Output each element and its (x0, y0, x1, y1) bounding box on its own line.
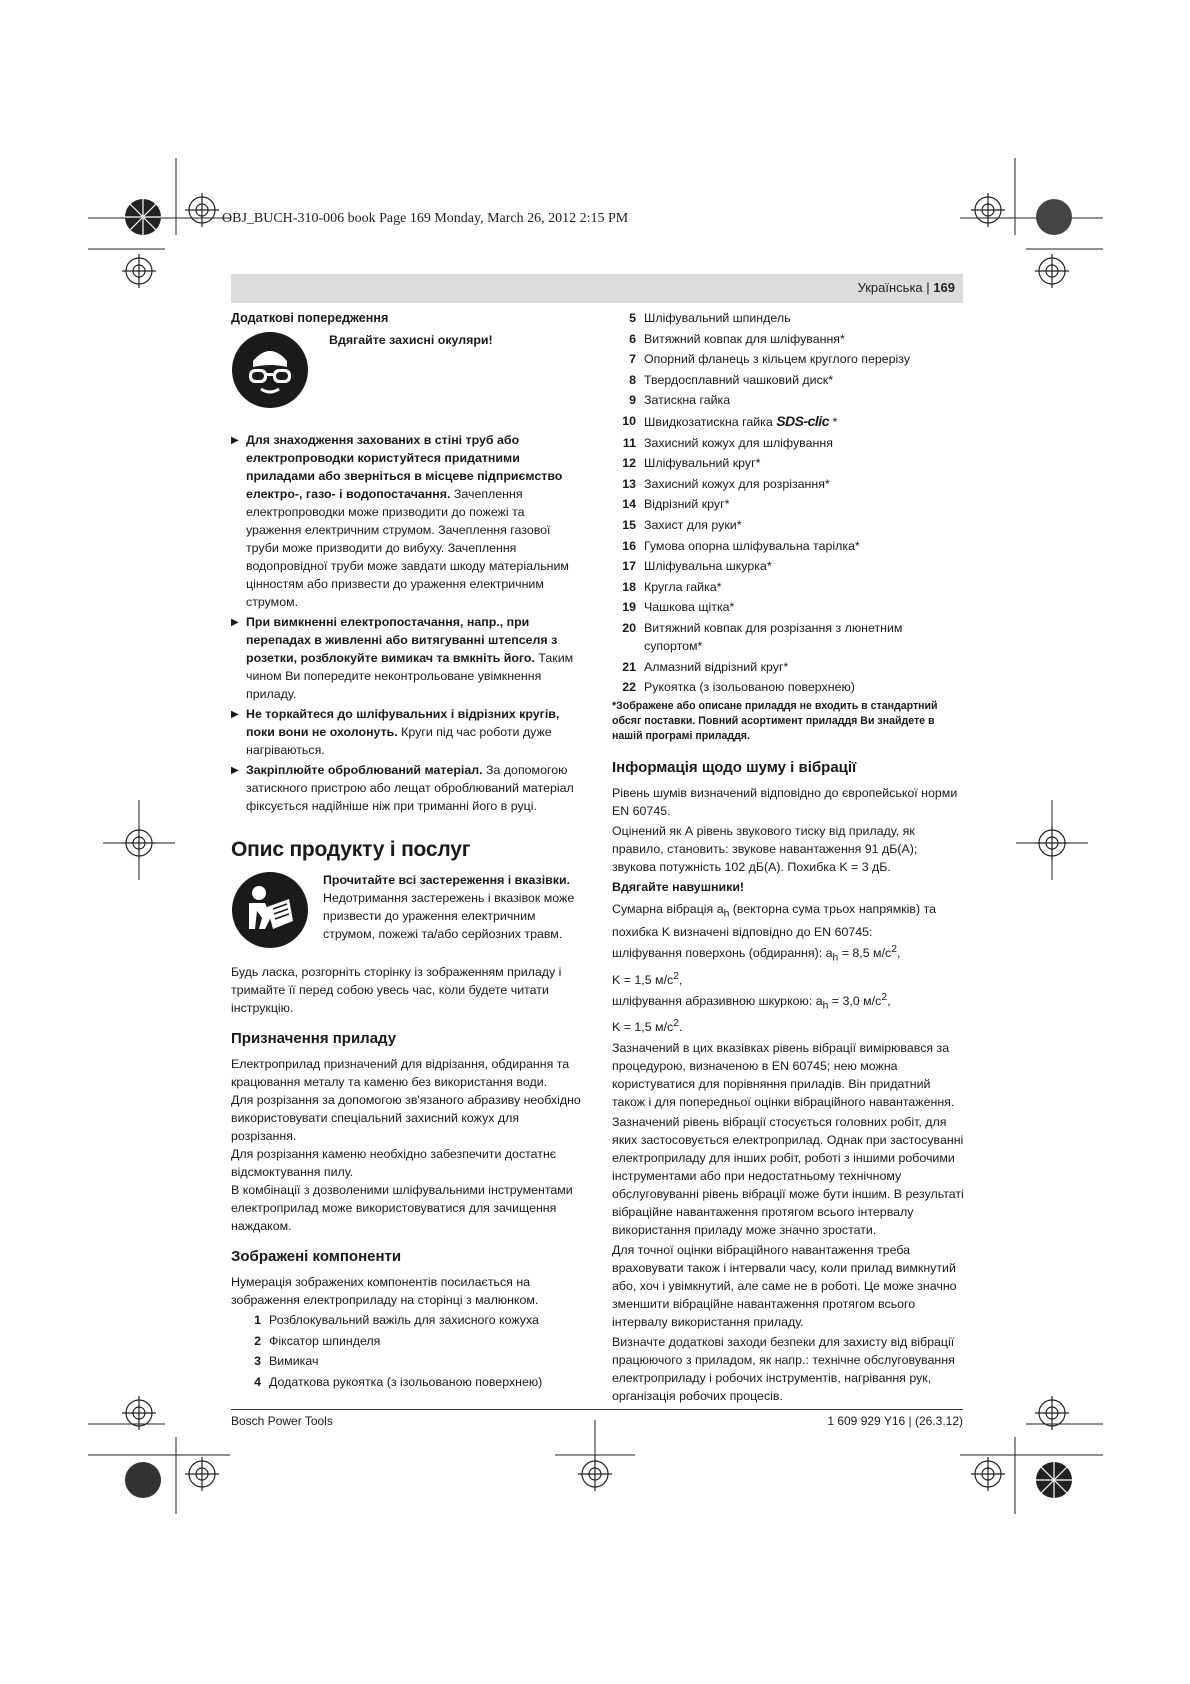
vib-line1-a: шліфування поверхонь (обдирання): a (612, 946, 833, 961)
bullet-normal: Круги під час роботи дуже нагріваються. (246, 725, 552, 757)
bullet-bold: При вимкненні електропостачання, напр., при перепадах в живленні або витягуванні штепселя з розетки, розблокуйте вимикач та вмкніть його. (246, 615, 558, 665)
manual-warning (231, 871, 581, 949)
header-language: Українська (857, 280, 923, 295)
page-header-bar (231, 274, 963, 303)
component-item (612, 330, 964, 348)
component-item (612, 309, 964, 327)
component-item (612, 454, 964, 472)
component-number: 14 (622, 497, 636, 512)
component-label (644, 350, 964, 368)
component-label (644, 475, 964, 493)
component-item (612, 516, 964, 534)
purpose-paragraphs (231, 1055, 581, 1235)
bullet-normal: Таким чином Ви попередите неконтрольоване увімкнення приладу. (246, 651, 574, 701)
component-text: Вимикач (269, 1354, 319, 1369)
goggles-warning (231, 331, 581, 409)
component-text: Твердосплавний чашковий диск* (644, 372, 834, 387)
safety-goggles-icon (231, 331, 309, 409)
component-item (237, 1332, 581, 1350)
component-number: 9 (629, 393, 636, 408)
component-number: 20 (622, 620, 636, 635)
components-intro: Нумерація зображених компонентів посилається на зображення електроприладу на сторінці з малюнком. (231, 1275, 539, 1307)
bullet-triangle-icon: ▶ (231, 709, 239, 720)
bullet-normal: Зачеплення електропроводки може призводити до пожежі та ураження електричним струмом. Зачеплення газової труби може призводити до вибуху. Зачеплення водопровідної труби може завдати шкоду матеріальним цінностям або призвести до ураження електричним струмом. (246, 487, 569, 609)
manual-text-normal: Недотримання застережень і вказівок може призвести до ураження електричним струмом, пожежі та/або серйозних травм. (323, 891, 575, 941)
vibration-intro (612, 900, 964, 1037)
component-item (612, 578, 964, 596)
component-label (644, 516, 964, 534)
bullet-text (246, 613, 581, 703)
component-item (612, 619, 964, 655)
header-separator: | (926, 280, 930, 295)
bullet-text (246, 761, 581, 815)
footer-brand: Bosch Power Tools (231, 1414, 333, 1428)
component-text: Розблокувальний важіль для захисного кожуха (269, 1313, 539, 1327)
vib-line4-a: K = 1,5 м/с (612, 1020, 674, 1035)
component-item (612, 371, 964, 389)
vib-intro-sub: h (723, 908, 730, 920)
component-number: 7 (629, 352, 636, 367)
bullet-text (246, 705, 581, 759)
component-number: 3 (254, 1354, 261, 1369)
components-list-right (612, 309, 964, 696)
purpose-paragraph: В комбінації з дозволеними шліфувальними інструментами електроприлад може використовуватися для зачищення наждаком. (231, 1183, 573, 1233)
component-text: Гумова опорна шліфувальна тарілка* (644, 538, 860, 553)
purpose-title: Призначення приладу (231, 1030, 397, 1047)
left-column (231, 309, 581, 1393)
vib-line1-sub: h (832, 952, 839, 964)
vib-line3-c: , (887, 994, 891, 1008)
component-number: 17 (622, 559, 636, 574)
component-label (644, 619, 964, 655)
component-text: Опорний фланець з кільцем круглого перерізу (644, 352, 911, 367)
component-label (644, 678, 964, 696)
component-number: 11 (622, 435, 636, 450)
component-label (644, 557, 964, 575)
vib-intro-a: Сумарна вібрація a (612, 901, 724, 916)
bullet-bold: Не торкайтеся до шліфувальних і відрізних кругів, поки вони не охолонуть. (246, 707, 560, 739)
vib-line2-sup: 2 (673, 970, 679, 982)
vib-line4-c: . (678, 1020, 683, 1035)
component-text: Алмазний відрізний круг* (644, 659, 789, 674)
component-label (644, 537, 964, 555)
component-number: 2 (254, 1333, 261, 1348)
component-text: Чашкова щітка* (644, 600, 735, 615)
component-text: Відрізний круг* (644, 497, 730, 512)
component-number: 19 (622, 600, 636, 615)
bullet-bold: Для знаходження захованих в стіні труб або електропроводки користуйтеся придатними приладами або зверніться в місцеве підприємство електро-, газо- і водопостачання. (246, 433, 563, 501)
component-text: Шліфувальний шпиндель (644, 311, 791, 325)
component-item (612, 434, 964, 452)
vib-line3-sup: 2 (881, 991, 888, 1003)
component-item (612, 598, 964, 616)
vib-line1-sup: 2 (891, 944, 897, 956)
component-number: 18 (622, 579, 636, 594)
component-item (612, 678, 964, 696)
additional-warnings-title: Додаткові попередження (231, 311, 389, 325)
component-text: Шліфувальна шкурка* (644, 559, 772, 574)
component-number: 16 (622, 538, 636, 553)
component-label (269, 1373, 581, 1391)
vibration-paragraph-4: Визначте додаткові заходи безпеки для захисту від вібрації працюючого з приладом, як напр.: технічне обслуговування електроприладу і робочих інструментів, нагрівання рук, організація робочих процесів. (612, 1334, 955, 1403)
component-text: Кругла гайка* (644, 579, 722, 594)
fold-out-instruction: Будь ласка, розгорніть сторінку із зображенням приладу і тримайте її перед собою увесь час, коли будете читати інструкцію. (231, 965, 562, 1015)
noise-title: Інформація щодо шуму і вібрації (612, 758, 857, 776)
warning-bullet (231, 705, 581, 759)
page-header (858, 280, 955, 295)
vib-line3-a: шліфування абразивною шкуркою: a (612, 994, 823, 1008)
component-label (644, 495, 964, 513)
manual-text (323, 871, 581, 949)
purpose-paragraph: Електроприлад призначений для відрізання, обдирання та крацювання металу та каменю без використання води. (231, 1057, 570, 1089)
component-item (612, 475, 964, 493)
vibration-paragraph-1: Зазначений в цих вказівках рівень вібрації вимірювався за процедурою, визначеною в EN 60745; нею можна користуватися для порівняння приладів. Він придатний також і для попередньої оцінки вібраційного навантаження. (612, 1040, 955, 1109)
warning-bullet (231, 431, 581, 611)
component-label (644, 658, 964, 676)
components-list-left (231, 1311, 581, 1391)
sds-clic-logo: SDS-clic (776, 412, 829, 429)
component-label (269, 1311, 581, 1329)
component-item (612, 537, 964, 555)
vib-line2-a: K = 1,5 м/с (612, 972, 674, 987)
component-item (612, 391, 964, 409)
components-title: Зображені компоненти (231, 1248, 402, 1265)
component-number: 21 (622, 659, 636, 674)
component-item (237, 1373, 581, 1391)
component-item (237, 1311, 581, 1329)
component-number: 4 (254, 1374, 261, 1389)
manual-text-bold: Прочитайте всі застереження і вказівки. (323, 873, 571, 887)
component-label (644, 578, 964, 596)
component-text: Витяжний ковпак для шліфування* (644, 331, 845, 346)
component-label (644, 434, 964, 452)
vib-line1-b: = 8,5 м/с (838, 946, 892, 961)
right-column (612, 309, 964, 1407)
vibration-paragraph-3: Для точної оцінки вібраційного навантаження треба враховувати також і інтервали часу, коли прилад вимкнутий або, хоч і увімкнутий, але саме не в роботі. Це може значно зменшити вібраційне навантаження протягом всього інтервалу використання приладу. (612, 1242, 957, 1329)
component-item (612, 658, 964, 676)
component-number: 6 (629, 331, 636, 346)
component-label (269, 1352, 581, 1370)
component-label (644, 371, 964, 389)
component-text: Захист для руки* (644, 517, 742, 532)
page-number: 169 (933, 280, 955, 295)
vib-line2-c: , (678, 972, 683, 987)
component-item (237, 1352, 581, 1370)
component-number: 15 (622, 517, 636, 532)
purpose-paragraph: Для розрізання за допомогою зв'язаного абразиву необхідно використовувати спеціальний захисний кожух для розрізання. (231, 1093, 581, 1143)
warning-bullet (231, 761, 581, 815)
component-label (644, 598, 964, 616)
ear-protection-warning: Вдягайте навушники! (612, 879, 745, 894)
footer-doc-number: 1 609 929 Y16 | (26.3.12) (827, 1414, 963, 1428)
vib-line3-b: = 3,0 м/с (828, 994, 882, 1008)
purpose-paragraph: Для розрізання каменю необхідно забезпечити достатнє відсмоктування пилу. (231, 1147, 557, 1179)
vib-intro-b: (векторна сума трьох напрямків) та похибка K визначені відповідно до EN 60745: (612, 901, 936, 940)
component-label (644, 309, 964, 327)
print-info-line: OBJ_BUCH-310-006 book Page 169 Monday, March 26, 2012 2:15 PM (222, 211, 629, 226)
component-item (612, 350, 964, 368)
vibration-paragraph-2: Зазначений рівень вібрації стосується головних робіт, для яких застосовується електроприлад. Однак при застосуванні електроприладу для інших робіт, роботі з іншими робочими інструментами або при недостатньому технічному обслуговуванні рівень вібрації може бути іншим. В результаті вібраційне навантаження протягом всього інтервалу використання приладу може значно зростати. (612, 1114, 964, 1237)
component-number: 12 (622, 456, 636, 471)
noise-paragraph-1: Рівень шумів визначений відповідно до європейської норми EN 60745. (612, 785, 958, 818)
bullet-triangle-icon: ▶ (231, 435, 239, 446)
vib-line4-sup: 2 (673, 1018, 679, 1030)
footer-divider (231, 1409, 963, 1410)
component-text: Захисний кожух для розрізання* (644, 476, 830, 491)
component-text: Додаткова рукоятка (з ізольованою поверхнею) (269, 1374, 543, 1389)
component-text: Захисний кожух для шліфування (644, 435, 833, 450)
component-label (644, 412, 964, 431)
component-text: Фіксатор шпинделя (269, 1333, 381, 1348)
goggles-text: Вдягайте захисні окуляри! (329, 333, 493, 347)
warning-bullets (231, 431, 581, 815)
component-number: 5 (629, 311, 636, 325)
component-item (612, 412, 964, 431)
bullet-normal: За допомогою затискного пристрою або лещат оброблюваний матеріал фіксується надійніше ніж при триманні його в руці. (246, 763, 574, 813)
noise-paragraph-2: Оцінений як А рівень звукового тиску від приладу, як правило, становить: звукове навантаження 91 дБ(A); звукова потужність 102 дБ(A). Похибка K = 3 дБ. (612, 823, 918, 874)
component-suffix: * (829, 414, 838, 429)
bullet-triangle-icon: ▶ (231, 765, 239, 776)
bullet-text (246, 431, 581, 611)
vib-line1-c: , (896, 946, 901, 961)
component-number: 10 (622, 413, 636, 428)
bullet-bold: Закріплюйте оброблюваний матеріал. (246, 763, 483, 777)
product-section-title: Опис продукту і послуг (231, 838, 471, 861)
component-label (644, 330, 964, 348)
component-label (644, 454, 964, 472)
read-manual-icon (231, 871, 309, 949)
component-number: 13 (622, 476, 636, 491)
component-text: Затискна гайка (644, 393, 731, 408)
component-number: 1 (254, 1313, 261, 1327)
warning-bullet (231, 613, 581, 703)
component-number: 8 (629, 372, 636, 387)
component-item (612, 495, 964, 513)
component-text: Шліфувальний круг* (644, 456, 761, 471)
component-text: Рукоятка (з ізольованою поверхнею) (644, 680, 855, 695)
vib-line3-sub: h (822, 1000, 829, 1012)
component-label (269, 1332, 581, 1350)
component-text: Швидкозатискна гайка (644, 414, 777, 429)
component-text: Витяжний ковпак для розрізання з люнетним супортом* (644, 620, 903, 653)
component-label (644, 391, 964, 409)
accessory-footnote: *Зображене або описане приладдя не входить в стандартний обсяг поставки. Повний асортимент приладдя Ви знайдете в нашій програмі приладдя. (612, 699, 938, 742)
component-number: 22 (622, 680, 636, 695)
component-item (612, 557, 964, 575)
bullet-triangle-icon: ▶ (231, 617, 239, 628)
